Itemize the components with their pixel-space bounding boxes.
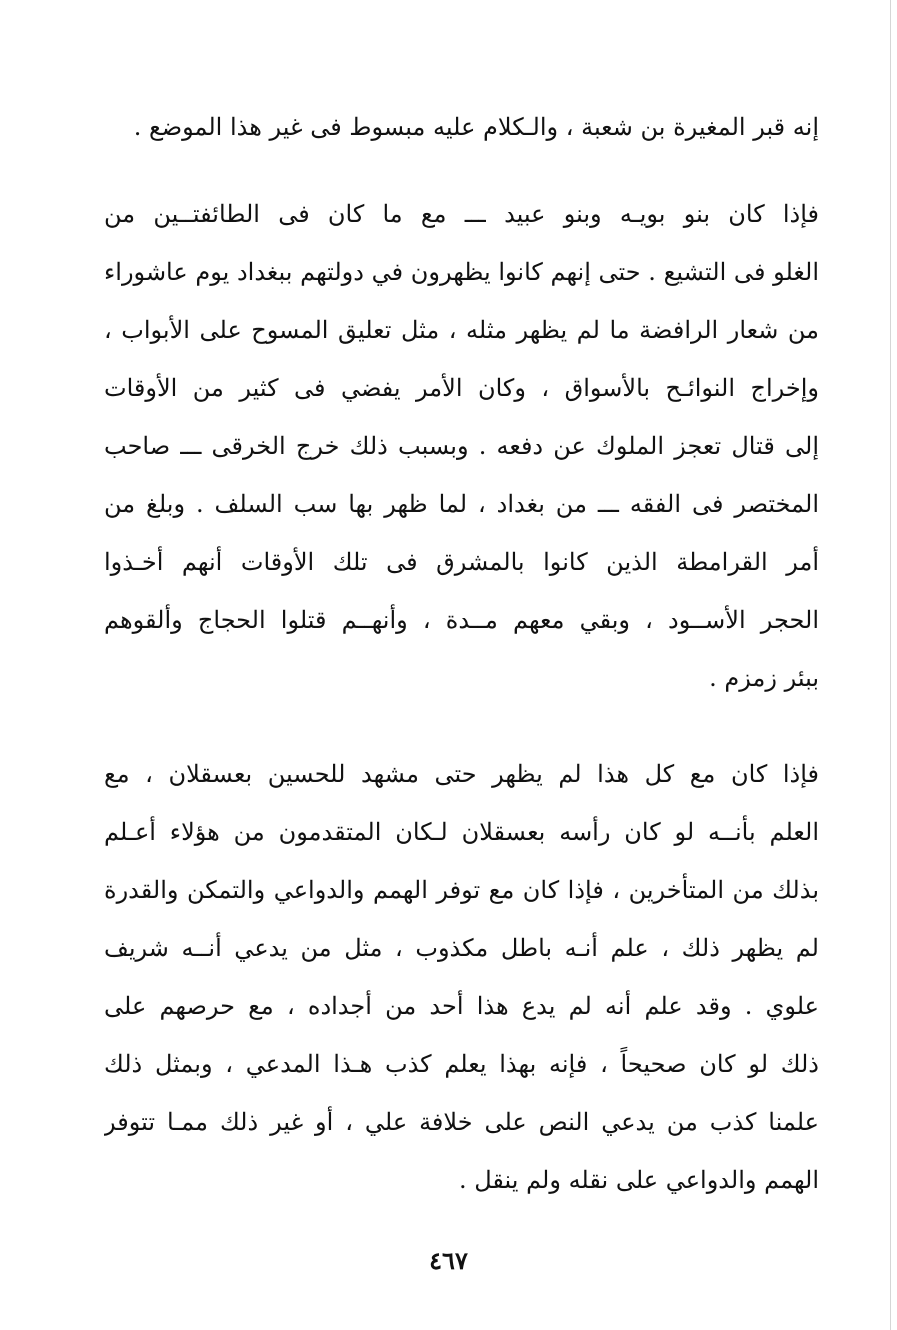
scan-edge-line [890, 0, 891, 1330]
paragraph-1 [104, 98, 819, 156]
page-number: ٤٦٧ [429, 1246, 468, 1275]
text-line: ذلك لو كان صحيحاً ، فإنه بهذا يعلم كذب هـذا المدعي ، وبمثل ذلك [104, 1050, 819, 1078]
text-line: علمنا كذب من يدعي النص على خلافة علي ، أو غير ذلك ممـا تتوفر [104, 1108, 819, 1136]
text-line: المختصر فى الفقه ـــ من بغداد ، لما ظهر بها سب السلف . وبلغ من [104, 490, 819, 518]
text-line: من شعار الرافضة ما لم يظهر مثله ، مثل تعليق المسوح على الأبواب ، [104, 316, 819, 344]
text-line: إنه قبر المغيرة بن شعبة ، والـكلام عليه مبسوط فى غير هذا الموضع . [133, 113, 819, 141]
text-line: العلم بأنــه لو كان رأسه بعسقلان لـكان المتقدمون من هؤلاء أعـلم [104, 818, 819, 846]
text-line: فإذا كان بنو بويـه وبنو عبيد ـــ مع ما كان فى الطائفتــين من [104, 200, 819, 228]
text-line: الهمم والدواعي على نقله ولم ينقل . [458, 1166, 819, 1194]
text-line: بذلك من المتأخرين ، فإذا كان مع توفر الهمم والدواعي والتمكن والقدرة [104, 876, 819, 904]
text-line: فإذا كان مع كل هذا لم يظهر حتى مشهد للحسين بعسقلان ، مع [104, 760, 819, 788]
text-line: لم يظهر ذلك ، علم أنـه باطل مكذوب ، مثل من يدعي أنــه شريف [104, 934, 819, 962]
text-line: وإخراج النوائـح بالأسواق ، وكان الأمر يفضي فى كثير من الأوقات [104, 374, 819, 402]
text-line: علوي . وقد علم أنه لم يدع هذا أحد من أجداده ، مع حرصهم على [104, 992, 819, 1020]
text-line: إلى قتال تعجز الملوك عن دفعه . وبسبب ذلك خرج الخرقى ـــ صاحب [104, 432, 819, 460]
text-line: ببئر زمزم . [709, 664, 819, 692]
paragraph-3 [104, 745, 819, 1209]
text-line: الحجر الأســود ، وبقي معهم مــدة ، وأنهــم قتلوا الحجاج وألقوهم [104, 606, 819, 634]
paragraph-2 [104, 185, 819, 707]
text-line: أمر القرامطة الذين كانوا بالمشرق فى تلك الأوقات أنهم أخـذوا [104, 548, 819, 576]
text-line: الغلو فى التشيع . حتى إنهم كانوا يظهرون في دولتهم ببغداد يوم عاشوراء [104, 258, 819, 286]
